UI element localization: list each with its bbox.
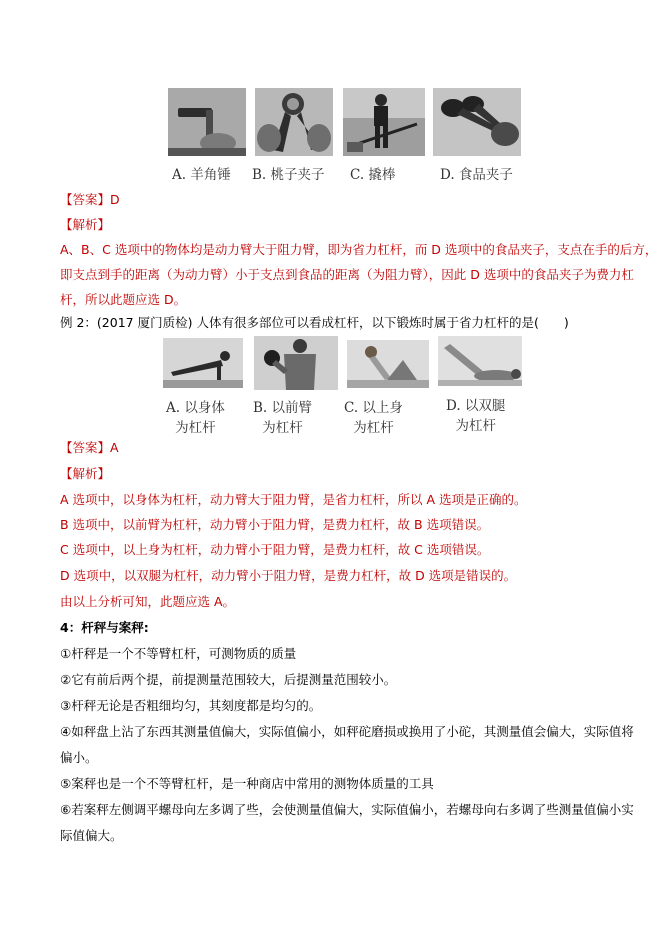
section-heading: 4：杆秤与案秤:: [60, 620, 149, 635]
answer-label: 【答案】A: [60, 440, 119, 455]
analysis-line: D 选项中，以双腿为杠杆，动力臂小于阻力臂，是费力杠杆，故 D 选项是错误的。: [60, 568, 517, 583]
option-b-caption: B. 以前臂 为杠杆: [253, 400, 313, 436]
option-b-caption: B. 桃子夹子: [252, 167, 325, 183]
list-item: ⑥若案秤左侧调平螺母向左多调了些，会使测量值偏大，实际值偏小，若螺母向右多调了些测量值偏小实: [60, 802, 634, 817]
option-a-caption: A. 以身体 为杠杆: [166, 400, 225, 436]
list-item: 际值偏大。: [60, 828, 123, 843]
pushup-photo: [163, 338, 243, 388]
option-c-caption: C. 以上身 为杠杆: [344, 400, 403, 436]
option-d-caption: D. 食品夹子: [440, 167, 513, 183]
analysis-line: 即支点到手的距离（为动力臂）小于支点到食品的距离（为阻力臂），因此 D 选项中的食品夹子为费力杠: [60, 267, 634, 282]
hammer-photo: [168, 88, 246, 156]
leg-raise-photo: [438, 336, 522, 386]
food-tongs-photo: [433, 88, 521, 156]
situp-photo: [347, 340, 429, 388]
analysis-line: A、B、C 选项中的物体均是动力臂大于阻力臂，即为省力杠杆，而 D 选项中的食品夹子，支点在手的后方，: [60, 242, 658, 257]
list-item: ①杆秤是一个不等臂杠杆，可测物质的质量: [60, 646, 297, 661]
option-a-caption: A. 羊角锤: [172, 167, 231, 183]
option-d-caption: D. 以双腿 为杠杆: [446, 398, 506, 434]
list-item: ③杆秤无论是否粗细均匀，其刻度都是均匀的。: [60, 698, 322, 713]
list-item: ④如秤盘上沾了东西其测量值偏大，实际值偏小，如秤砣磨损或换用了小砣，其测量值会偏大，实际值将: [60, 724, 634, 739]
list-item: ②它有前后两个提，前提测量范围较大，后提测量范围较小。: [60, 672, 397, 687]
analysis-line: 杆，所以此题应选 D。: [60, 292, 187, 307]
analysis-line: B 选项中，以前臂为杠杆，动力臂小于阻力臂，是费力杠杆，故 B 选项错误。: [60, 517, 490, 532]
analysis-line: C 选项中，以上身为杠杆，动力臂小于阻力臂，是费力杠杆，故 C 选项错误。: [60, 542, 490, 557]
list-item: 偏小。: [60, 750, 98, 765]
analysis-line: A 选项中，以身体为杠杆，动力臂大于阻力臂，是省力杠杆，所以 A 选项是正确的。: [60, 492, 527, 507]
analysis-label: 【解析】: [60, 217, 111, 232]
option-c-caption: C. 撬棒: [350, 167, 396, 183]
nutcracker-photo: [255, 88, 333, 156]
question-text: 例 2：(2017 厦门质检) 人体有很多部位可以看成杠杆，以下锻炼时属于省力杠杆的是( ): [60, 315, 569, 330]
analysis-line: 由以上分析可知，此题应选 A。: [60, 594, 236, 609]
crowbar-photo: [343, 88, 425, 156]
analysis-label: 【解析】: [60, 466, 111, 481]
list-item: ⑤案秤也是一个不等臂杠杆，是一种商店中常用的测物体质量的工具: [60, 776, 434, 791]
answer-label: 【答案】D: [60, 192, 120, 207]
dumbbell-curl-photo: [254, 336, 338, 390]
